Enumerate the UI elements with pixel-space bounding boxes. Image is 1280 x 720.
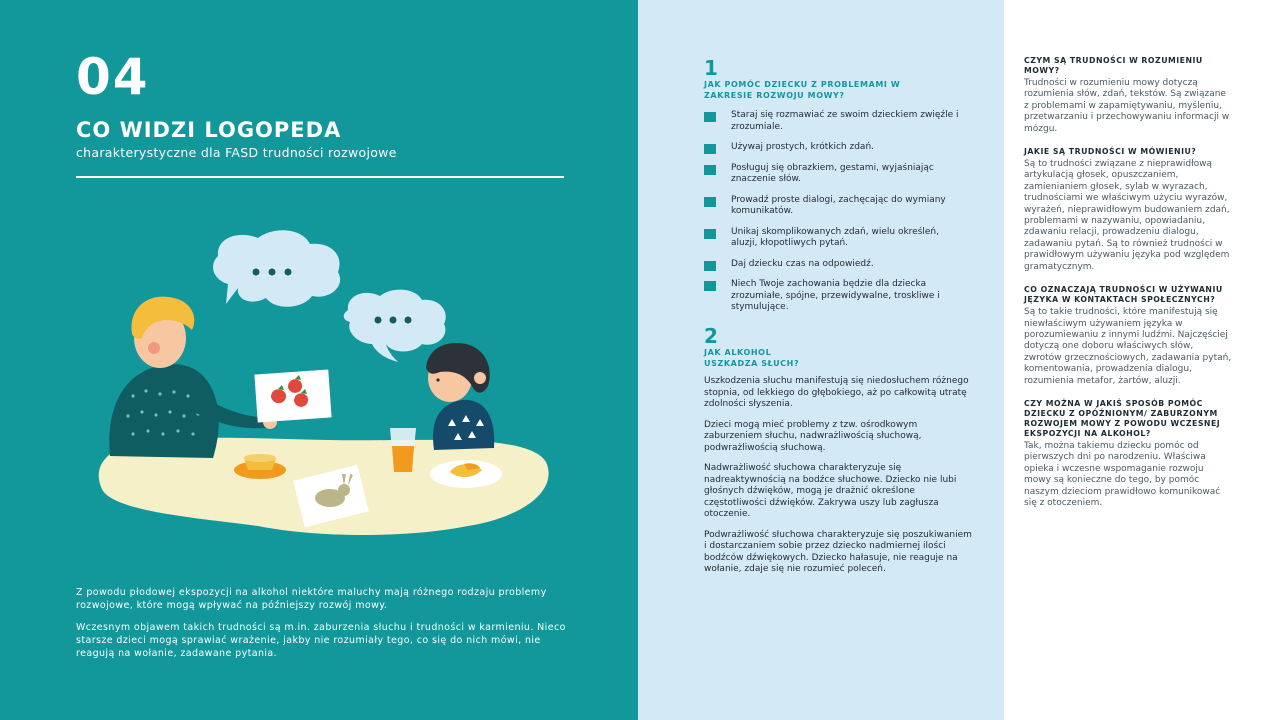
faq-question: JAKIE SĄ TRUDNOŚCI W MÓWIENIU? (1024, 147, 1197, 157)
tip-text: Unikaj skomplikowanych zdań, wielu określeń, aluzji, kłopotliwych pytań. (731, 226, 939, 248)
tip-item (704, 142, 964, 154)
left-panel (0, 0, 638, 720)
bullet-square-icon (704, 261, 716, 271)
faq-item (1024, 285, 1232, 387)
section-2-paragraph: Nadwrażliwość słuchowa charakteryzuje się nadreaktywnością na bodźce słuchowe. Dziecko nie lubi głośnych dźwięków, mogą je drażnić określone częstotliwości dźwięków. Zakrywa uszy lub zagłusza otoczenie. (704, 463, 957, 519)
tip-text: Posługuj się obrazkiem, gestami, wyjaśniając znaczenie słów. (731, 162, 934, 184)
bullet-square-icon (704, 229, 716, 239)
bullet-square-icon (704, 112, 716, 122)
faq-item (1024, 56, 1232, 135)
tip-item (704, 279, 964, 314)
tip-item (704, 227, 964, 250)
faq-answer: Trudności w rozumieniu mowy dotyczą rozumienia słów, zdań, tekstów. Są związane z problemami w zapamiętywaniu, myśleniu, przetwarzaniu i przechowywaniu informacji w mózgu. (1024, 78, 1230, 134)
child-figure (426, 343, 494, 450)
section-1-heading: JAK POMÓC DZIECKU Z PROBLEMAMI W ZAKRESIE ROZWOJU MOWY? (704, 80, 901, 100)
faq-answer: Są to trudności związane z nieprawidłową artykulacją głosek, opuszczaniem, zamienianiem głosek, sylab w wyrazach, trudnościami we właściwym użyciu wyrazów, wyrażeń, nieprawidłowym budowaniem zdań, problemami w nazywaniu, opowiadaniu, zdawaniu relacji, prowadzeniu dialogu, zadawaniu pytań. Są to również trudności w prawidłowym używaniu języka pod względem gramatycznym. (1024, 159, 1230, 272)
section-2-paragraph: Dzieci mogą mieć problemy z tzw. ośrodkowym zaburzeniem słuchu, nadwrażliwością słuchową, podwrażliwością słuchową. (704, 419, 922, 453)
faq-item (1024, 147, 1232, 273)
faq-question: CO OZNACZAJĄ TRUDNOŚCI W UŻYWANIU JĘZYKA W KONTAKTACH SPOŁECZNYCH? (1024, 285, 1223, 305)
faq-question: CZYM SĄ TRUDNOŚCI W ROZUMIENIU MOWY? (1024, 56, 1203, 75)
adult-figure (109, 297, 277, 458)
section-2-paragraph: Uszkodzenia słuchu manifestują się niedosłuchem różnego stopnia, od lekkiego do głębokiego, aż po całkowitą utratę zdolności słyszenia. (704, 376, 969, 409)
section-2-number: 2 (704, 324, 718, 348)
tip-item (704, 259, 964, 271)
faq-item (1024, 399, 1232, 509)
tip-item (704, 195, 964, 218)
section-2-heading: JAK ALKOHOL USZKADZA SŁUCH? (704, 348, 800, 368)
intro-paragraph-1: Z powodu płodowej ekspozycji na alkohol niektóre maluchy mają różnego rodzaju problemy rozwojowe, które mogą wpływać na późniejszy rozwój mowy. (76, 587, 547, 611)
glass-of-juice (390, 428, 416, 472)
chapter-number: 04 (76, 48, 150, 106)
section-2-body (704, 376, 972, 585)
tip-text: Staraj się rozmawiać ze swoim dzieckiem zwięźle i zrozumiale. (731, 110, 959, 132)
tips-list (704, 110, 964, 323)
tip-text: Daj dziecku czas na odpowiedź. (731, 258, 874, 269)
section-2-paragraph: Podwrażliwość słuchowa charakteryzuje się poszukiwaniem i dostarczaniem sobie przez dziecko nadmiernej ilości bodźców dźwiękowych. Dziecko hałasuje, nie reaguje na wołanie, zdaje się nie rozumieć poleceń. (704, 529, 972, 574)
intro-text (76, 586, 566, 669)
tip-text: Prowadź proste dialogi, zachęcając do wymiany komunikatów. (731, 194, 946, 216)
faq-answer: Tak, można takiemu dziecku pomóc od pierwszych dni po narodzeniu. Właściwa opieka i wczesne wspomaganie rozwoju mowy są konieczne do tego, by pomóc naszym dzieciom prawidłowo komunikować się z otoczeniem. (1024, 440, 1221, 508)
bullet-square-icon (704, 144, 716, 154)
speech-therapy-illustration (88, 226, 558, 546)
faq-question: CZY MOŻNA W JAKIŚ SPOSÓB POMÓC DZIECKU Z OPÓŹNIONYM/ ZABURZONYM ROZWOJEM MOWY Z POWODU WCZESNEJ EKSPOZYCJI NA ALKOHOL? (1024, 398, 1221, 438)
section-1-number: 1 (704, 56, 718, 80)
tip-text: Używaj prostych, krótkich zdań. (731, 142, 875, 152)
title-divider (76, 176, 564, 178)
speech-bubble-child (344, 290, 446, 362)
chapter-subtitle: charakterystyczne dla FASD trudności rozwojowe (76, 145, 397, 160)
faq-list (1024, 56, 1232, 521)
plate-with-food (430, 460, 502, 488)
tip-item (704, 110, 964, 133)
intro-paragraph-2: Wczesnym objawem takich trudności są m.in. zaburzenia słuchu i trudności w karmieniu. Nieco starsze dzieci mogą sprawiać wrażenie, jakby nie rozumiały tego, co się do nich mówi, nie reagują na wołanie, zadawane pytania. (76, 622, 566, 659)
picture-card (254, 369, 331, 422)
bullet-square-icon (704, 281, 716, 291)
chapter-title: CO WIDZI LOGOPEDA (76, 118, 342, 142)
tip-text: Niech Twoje zachowania będzie dla dziecka zrozumiałe, spójne, przewidywalne, troskliwe i stymulujące. (731, 279, 940, 312)
speech-bubble-adult (213, 230, 340, 306)
bullet-square-icon (704, 165, 716, 175)
tip-item (704, 163, 964, 186)
bullet-square-icon (704, 197, 716, 207)
faq-answer: Są to takie trudności, które manifestują się niewłaściwym używaniem języka w porozumiewaniu z innymi ludźmi. Najczęściej dotyczą one doboru właściwych słów, zwrotów grzecznościowych, zadawania pytań, komentowania, prowadzenia dialogu, rozumienia metafor, żartów, aluzji. (1024, 307, 1232, 386)
